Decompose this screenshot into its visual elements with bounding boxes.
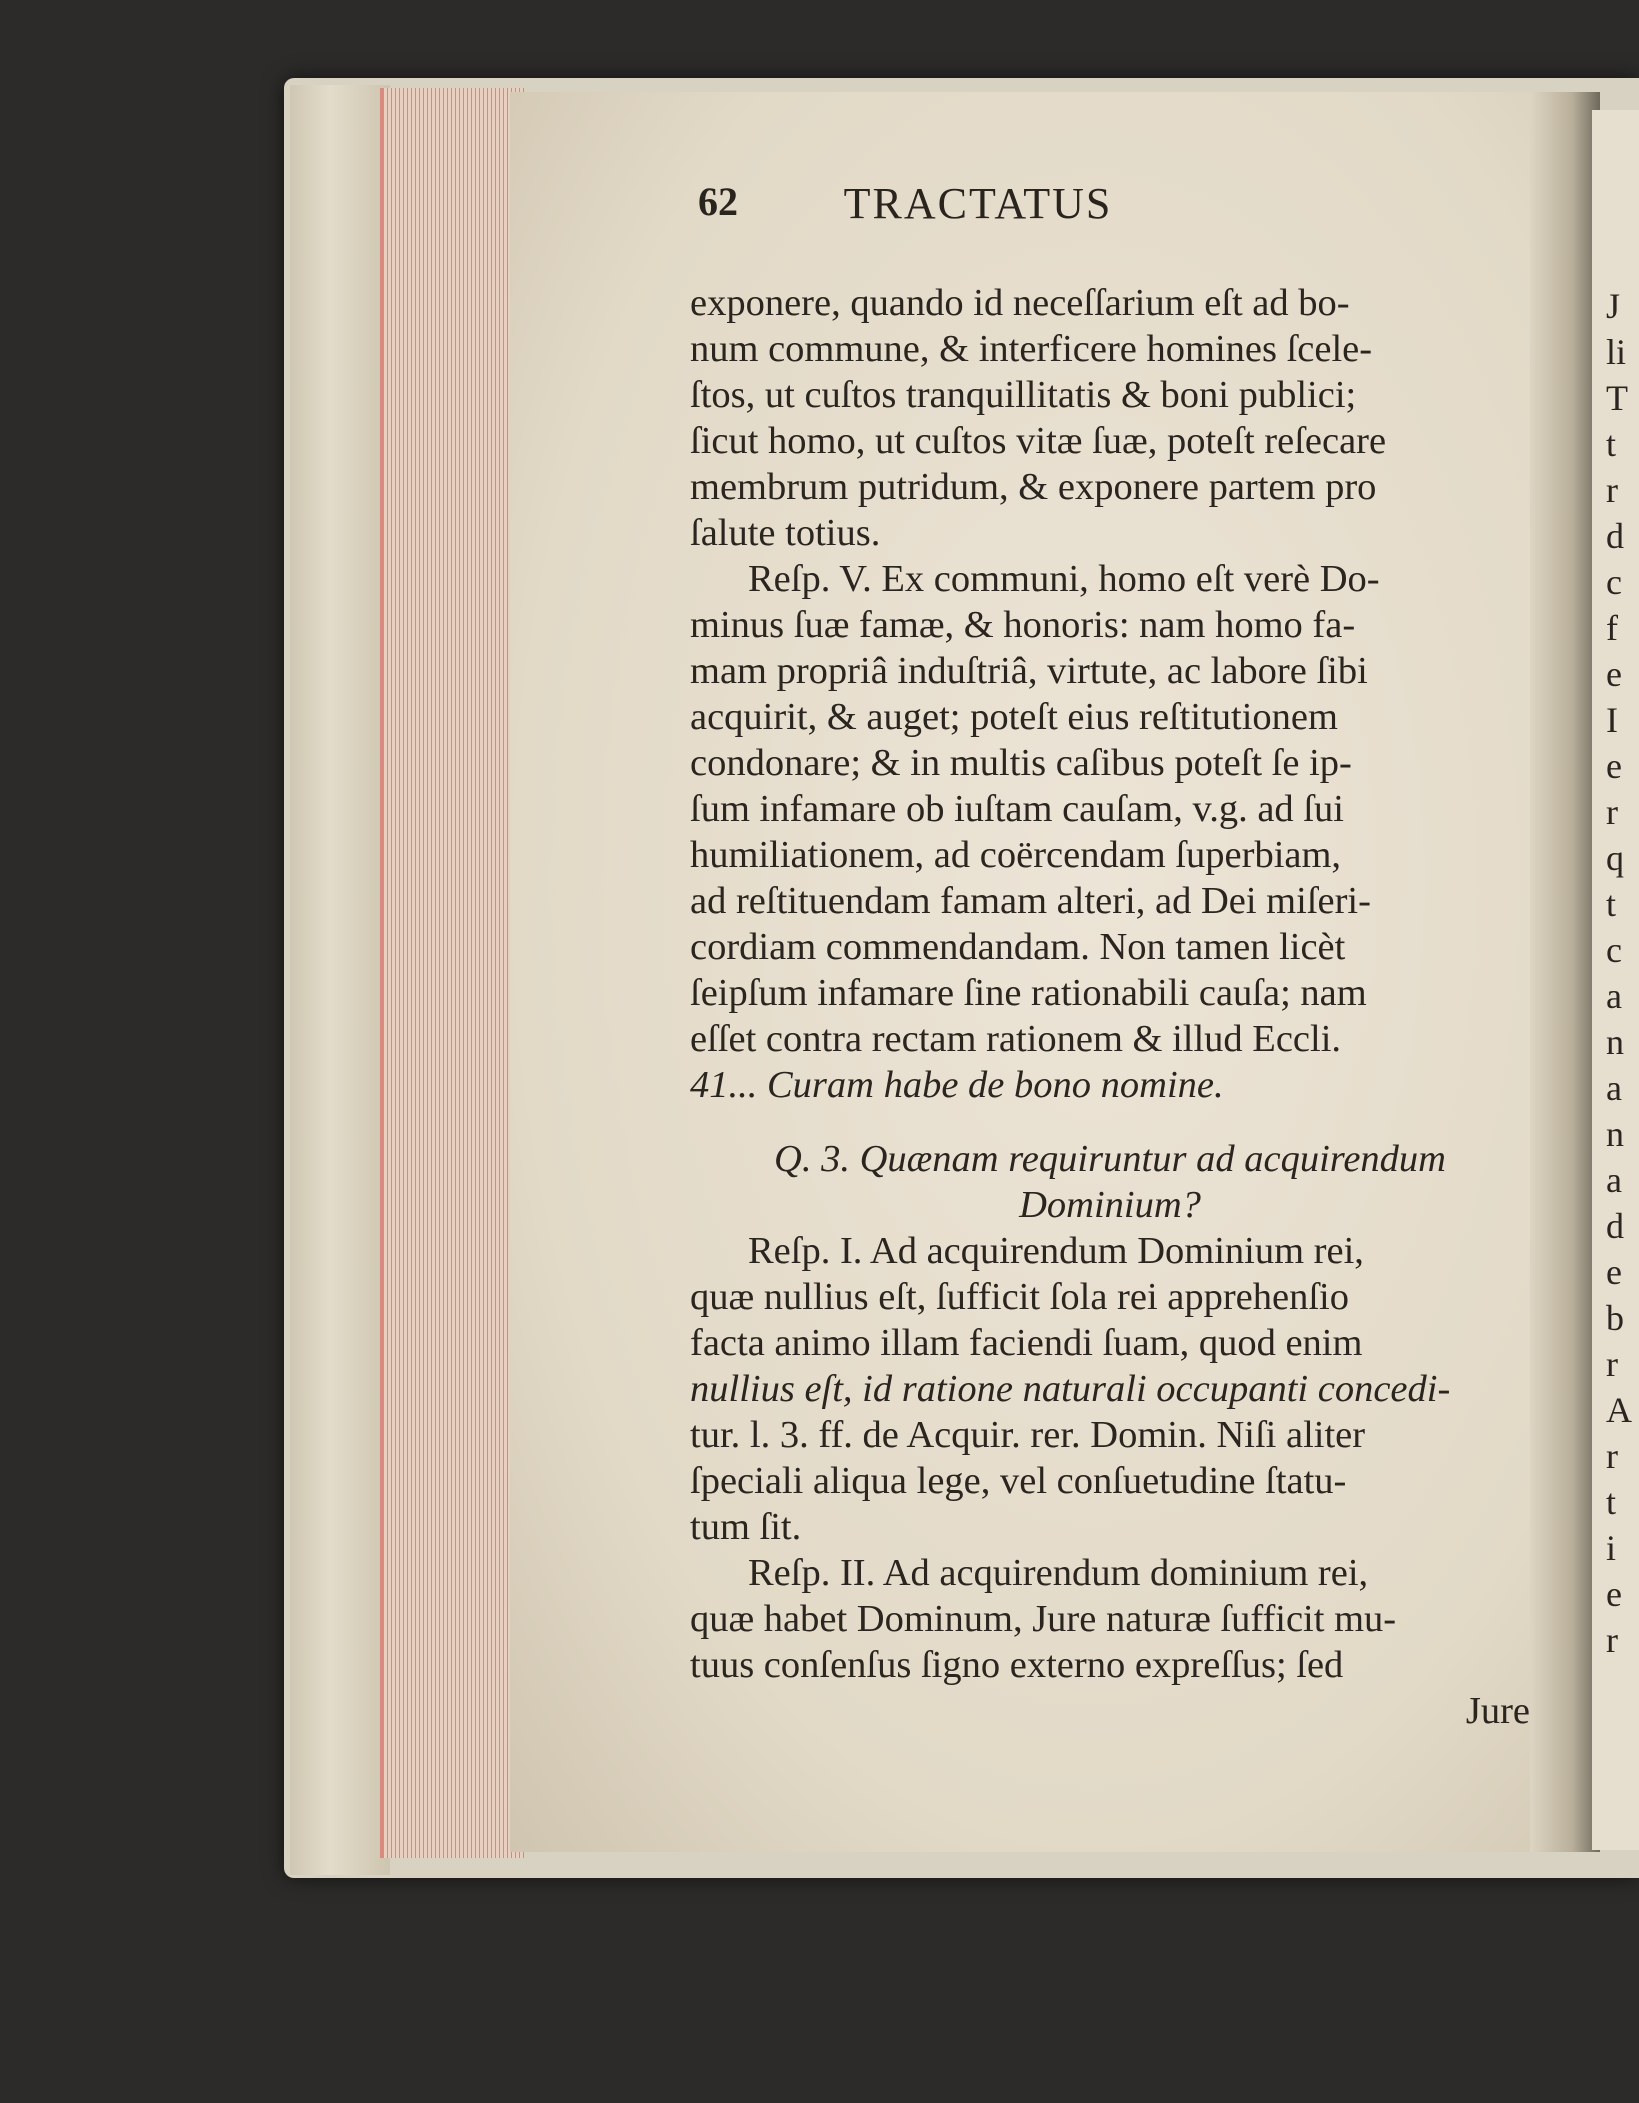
text-line: tuus conſenſus ſigno externo expreſſus; ſed: [690, 1644, 1344, 1686]
text-line: ſtos, ut cuſtos tranquillitatis & boni publici;: [690, 374, 1357, 416]
facing-page-letter: I: [1606, 700, 1618, 740]
facing-page-letter: r: [1606, 792, 1618, 832]
text-line: quæ habet Dominum, Jure naturæ ſufficit mu-: [690, 1598, 1397, 1640]
text-line: ſeipſum infamare ſine rationabili cauſa; nam: [690, 972, 1367, 1014]
facing-page-letter: c: [1606, 930, 1622, 970]
text-line: minus ſuæ famæ, & honoris: nam homo fa-: [690, 604, 1356, 646]
text-line: ſicut homo, ut cuſtos vitæ ſuæ, poteſt reſecare: [690, 420, 1387, 462]
facing-page-letter: J: [1606, 286, 1621, 326]
catchword: Jure: [1465, 1690, 1530, 1732]
question-heading: Q. 3. Quænam requiruntur ad acquirendum: [774, 1138, 1446, 1180]
book-cover-edge: [290, 85, 390, 1875]
facing-page-letter: a: [1606, 1160, 1622, 1200]
running-head: TRACTATUS: [843, 179, 1113, 228]
question-heading: Dominium?: [1019, 1184, 1201, 1226]
text-line: eſſet contra rectam rationem & illud Eccli.: [690, 1018, 1342, 1060]
facing-page-letter: e: [1606, 1252, 1622, 1292]
facing-page-letter: n: [1606, 1114, 1624, 1154]
facing-page-letter: a: [1606, 1068, 1622, 1108]
text-line: exponere, quando id neceſſarium eſt ad bo-: [690, 282, 1350, 324]
text-line: num commune, & interficere homines ſcele-: [690, 328, 1373, 370]
facing-page-letter: r: [1606, 1620, 1618, 1660]
text-line: facta animo illam faciendi ſuam, quod enim: [690, 1322, 1363, 1364]
book-gutter: [1530, 92, 1600, 1852]
page-text: [690, 280, 1530, 1734]
facing-page-letter: A: [1606, 1390, 1632, 1430]
facing-page-letter: t: [1606, 424, 1617, 464]
page-edges: [380, 88, 524, 1858]
text-line: ſum infamare ob iuſtam cauſam, v.g. ad ſui: [690, 788, 1344, 830]
text-line: Reſp. V. Ex communi, homo eſt verè Do-: [748, 558, 1380, 600]
text-line: Reſp. II. Ad acquirendum dominium rei,: [748, 1552, 1369, 1594]
page-header: [698, 178, 1258, 238]
facing-page-letter: f: [1606, 608, 1618, 648]
facing-page-letter: T: [1606, 378, 1628, 418]
facing-page-letter: r: [1606, 1344, 1618, 1384]
facing-page-letter: t: [1606, 1482, 1617, 1522]
text-line: cordiam commendandam. Non tamen licèt: [690, 926, 1346, 968]
text-line: condonare; & in multis caſibus poteſt ſe ip-: [690, 742, 1352, 784]
text-line: quæ nullius eſt, ſufficit ſola rei apprehenſio: [690, 1276, 1349, 1318]
text-line: nullius eſt, id ratione naturali occupanti concedi-: [690, 1368, 1451, 1410]
facing-page-fragment: [1592, 110, 1639, 1850]
facing-page-letter: c: [1606, 562, 1622, 602]
facing-page-letter: e: [1606, 1574, 1622, 1614]
text-line: ſpeciali aliqua lege, vel conſuetudine ſtatu-: [690, 1460, 1347, 1502]
text-line: membrum putridum, & exponere partem pro: [690, 466, 1377, 508]
facing-page-letter: e: [1606, 746, 1622, 786]
facing-page-letter: d: [1606, 516, 1624, 556]
text-line: humiliationem, ad coërcendam ſuperbiam,: [690, 834, 1342, 876]
page-number: 62: [698, 179, 738, 224]
facing-page-letter: li: [1606, 332, 1627, 372]
text-line: ſalute totius.: [690, 512, 881, 554]
facing-page-letter: i: [1606, 1528, 1617, 1568]
facing-page-letter: e: [1606, 654, 1622, 694]
facing-page-letter: q: [1606, 838, 1624, 878]
text-line: Reſp. I. Ad acquirendum Dominium rei,: [748, 1230, 1364, 1272]
text-line: 41... Curam habe de bono nomine.: [690, 1064, 1224, 1106]
facing-page-letter: r: [1606, 1436, 1618, 1476]
text-line: tur. l. 3. ff. de Acquir. rer. Domin. Niſi aliter: [690, 1414, 1366, 1456]
text-line: tum ſit.: [690, 1506, 802, 1548]
facing-page-letter: b: [1606, 1298, 1624, 1338]
facing-page-letter: t: [1606, 884, 1617, 924]
facing-page-letter: r: [1606, 470, 1618, 510]
facing-page-letter: d: [1606, 1206, 1624, 1246]
facing-page-letter: n: [1606, 1022, 1624, 1062]
facing-page-letter: a: [1606, 976, 1622, 1016]
text-line: mam propriâ induſtriâ, virtute, ac labore ſibi: [690, 650, 1368, 692]
text-line: ad reſtituendam famam alteri, ad Dei miſeri-: [690, 880, 1371, 922]
text-line: acquirit, & auget; poteſt eius reſtitutionem: [690, 696, 1338, 738]
